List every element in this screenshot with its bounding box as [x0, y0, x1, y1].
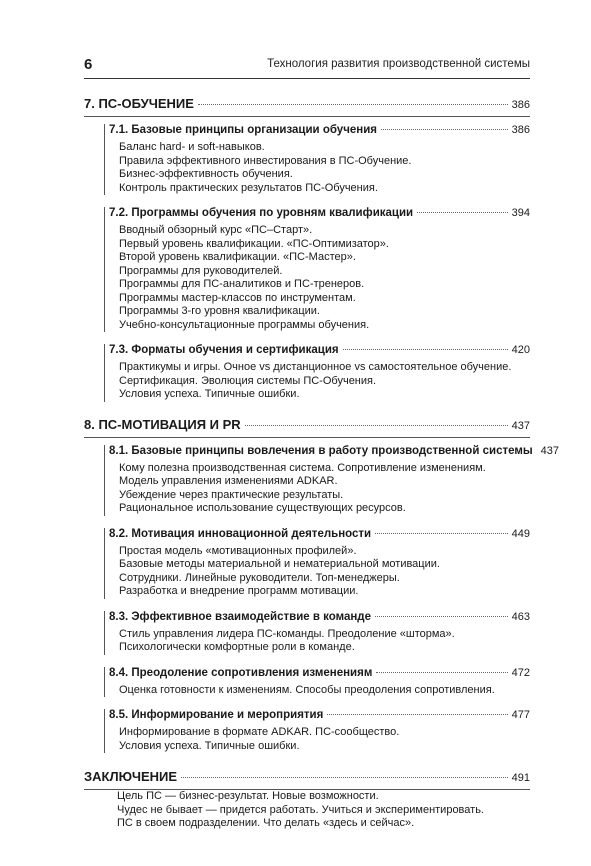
- topic-line: Стиль управления лидера ПС-команды. Преодоление «шторма».: [119, 627, 455, 640]
- topic-line: Убеждение через практические результаты.: [119, 488, 344, 501]
- topic-line: Программы 3-го уровня квалификации.: [119, 305, 320, 317]
- section-row[interactable]: [105, 207, 530, 224]
- dot-leader: [381, 129, 508, 130]
- toc-section-7-2: [104, 207, 530, 332]
- running-title: Технология развития производственной системы: [267, 58, 530, 70]
- topic-line: Программы мастер-классов по инструментам.: [119, 291, 356, 304]
- toc-section-8-2: [104, 528, 530, 599]
- dot-leader: [417, 212, 508, 213]
- topic-line: Кому полезна производственная система. Сопротивление изменениям.: [119, 461, 486, 474]
- topic-line: Модель управления изменениями ADKAR.: [119, 475, 338, 487]
- topic-line: Учебно-консультационные программы обучения.: [119, 318, 370, 331]
- topic-line: Первый уровень квалификации. «ПС-Оптимизатор».: [119, 237, 389, 250]
- topic-line: Условия успеха. Типичные ошибки.: [119, 388, 300, 400]
- topic-line: Информирование в формате ADKAR. ПС-сообщество.: [119, 726, 400, 738]
- topic-line: Баланс hard- и soft-навыков.: [119, 141, 265, 153]
- chapter-row[interactable]: [84, 417, 530, 437]
- topic-line: Психологически комфортные роли в команде.: [119, 641, 355, 653]
- page-header: [84, 56, 530, 79]
- topic-line: Базовые методы материальной и нематериальной мотивации.: [119, 558, 440, 570]
- chapter-row[interactable]: [84, 769, 530, 789]
- topic-line: Простая модель «мотивационных профилей».: [119, 544, 357, 557]
- topic-line: Оценка готовности к изменениям. Способы преодоления сопротивления.: [119, 683, 495, 696]
- toc-chapter-7: [84, 96, 530, 117]
- chapter-title: 7. ПС-ОБУЧЕНИЕ: [84, 96, 194, 111]
- section-topics: [105, 545, 530, 599]
- section-title: 8.2. Мотивация инновационной деятельности: [109, 527, 372, 540]
- toc-chapter-8: [84, 417, 530, 438]
- section-page: 437: [540, 444, 560, 457]
- section-page: 463: [511, 610, 530, 623]
- section-topics: [105, 684, 530, 698]
- dot-leader: [181, 777, 508, 778]
- topic-line: Сертификация. Эволюция системы ПС-Обучения.: [119, 374, 377, 387]
- section-row[interactable]: [105, 344, 530, 361]
- section-row[interactable]: [105, 611, 530, 628]
- chapter-page: 437: [511, 419, 530, 432]
- section-topics: [105, 224, 530, 332]
- topic-line: Разработка и внедрение программ мотивации.: [119, 585, 359, 597]
- section-title: 8.5. Информирование и мероприятия: [109, 709, 324, 721]
- section-topics: [105, 141, 530, 195]
- topic-line: Правила эффективного инвестирования в ПС-Обучение.: [119, 154, 412, 167]
- section-title: 8.1. Базовые принципы вовлечения в работу производственной системы: [109, 444, 533, 457]
- section-page: 420: [511, 344, 530, 356]
- section-page: 449: [511, 527, 530, 540]
- dot-leader: [198, 104, 508, 105]
- section-row[interactable]: [105, 709, 530, 726]
- topic-line: ПС в своем подразделении. Что делать «здесь и сейчас».: [117, 817, 415, 829]
- section-row[interactable]: [105, 124, 530, 141]
- topic-line: Программы для ПС-аналитиков и ПС-тренеров.: [119, 278, 365, 290]
- section-topics: [105, 361, 530, 402]
- section-topics: [105, 628, 530, 655]
- table-of-contents: [84, 96, 560, 831]
- section-title: 7.2. Программы обучения по уровням квалификации: [109, 207, 414, 219]
- dot-leader: [327, 714, 507, 715]
- section-page: 394: [511, 207, 530, 219]
- section-page: 477: [511, 709, 530, 721]
- toc-section-7-3: [104, 344, 530, 402]
- topic-line: Бизнес-эффективность обучения.: [119, 168, 293, 180]
- chapter-title: ЗАКЛЮЧЕНИЕ: [84, 769, 178, 784]
- dot-leader: [375, 533, 508, 534]
- section-topics: [105, 462, 530, 516]
- chapter-row[interactable]: [84, 96, 530, 116]
- topic-line: Программы для руководителей.: [119, 264, 283, 277]
- topic-line: Вводный обзорный курс «ПС–Старт».: [119, 224, 313, 236]
- section-page: 386: [511, 124, 530, 136]
- section-title: 8.4. Преодоление сопротивления изменениям: [109, 666, 373, 679]
- section-row[interactable]: [105, 444, 560, 462]
- topic-line: Чудес не бывает — придется работать. Учиться и экспериментировать.: [117, 803, 484, 816]
- chapter-page: 386: [511, 99, 530, 111]
- topic-line: Второй уровень квалификации. «ПС-Мастер».: [119, 251, 356, 263]
- topic-line: Цель ПС — бизнес-результат. Новые возможности.: [117, 790, 379, 802]
- section-page: 472: [511, 666, 530, 679]
- topic-line: Сотрудники. Линейные руководители. Топ-менеджеры.: [119, 571, 400, 584]
- topic-line: Рациональное использование существующих ресурсов.: [119, 502, 406, 514]
- dot-leader: [245, 425, 508, 426]
- section-row[interactable]: [105, 528, 530, 545]
- toc-section-8-3: [104, 611, 530, 655]
- topic-line: Практикумы и игры. Очное vs дистанционное vs самостоятельное обучение.: [119, 361, 512, 373]
- toc-conclusion: [84, 769, 530, 790]
- section-topics: [105, 726, 530, 753]
- section-title: 7.1. Базовые принципы организации обучения: [109, 124, 377, 136]
- section-row[interactable]: [105, 667, 530, 684]
- toc-section-7-1: [104, 124, 530, 195]
- dot-leader: [375, 616, 508, 617]
- topic-line: Контроль практических результатов ПС-Обучения.: [119, 181, 378, 194]
- toc-section-8-4: [104, 667, 530, 698]
- dot-leader: [376, 672, 507, 673]
- topic-line: Условия успеха. Типичные ошибки.: [119, 739, 300, 752]
- conclusion-topics: [84, 790, 530, 831]
- section-title: 8.3. Эффективное взаимодействие в команде: [109, 610, 372, 623]
- toc-section-8-5: [104, 709, 530, 753]
- chapter-page: 491: [511, 772, 530, 784]
- section-title: 7.3. Форматы обучения и сертификация: [109, 344, 339, 356]
- chapter-title: 8. ПС-МОТИВАЦИЯ И PR: [84, 416, 241, 432]
- page-number: 6: [84, 56, 93, 73]
- toc-section-8-1: [104, 444, 560, 516]
- dot-leader: [343, 349, 508, 350]
